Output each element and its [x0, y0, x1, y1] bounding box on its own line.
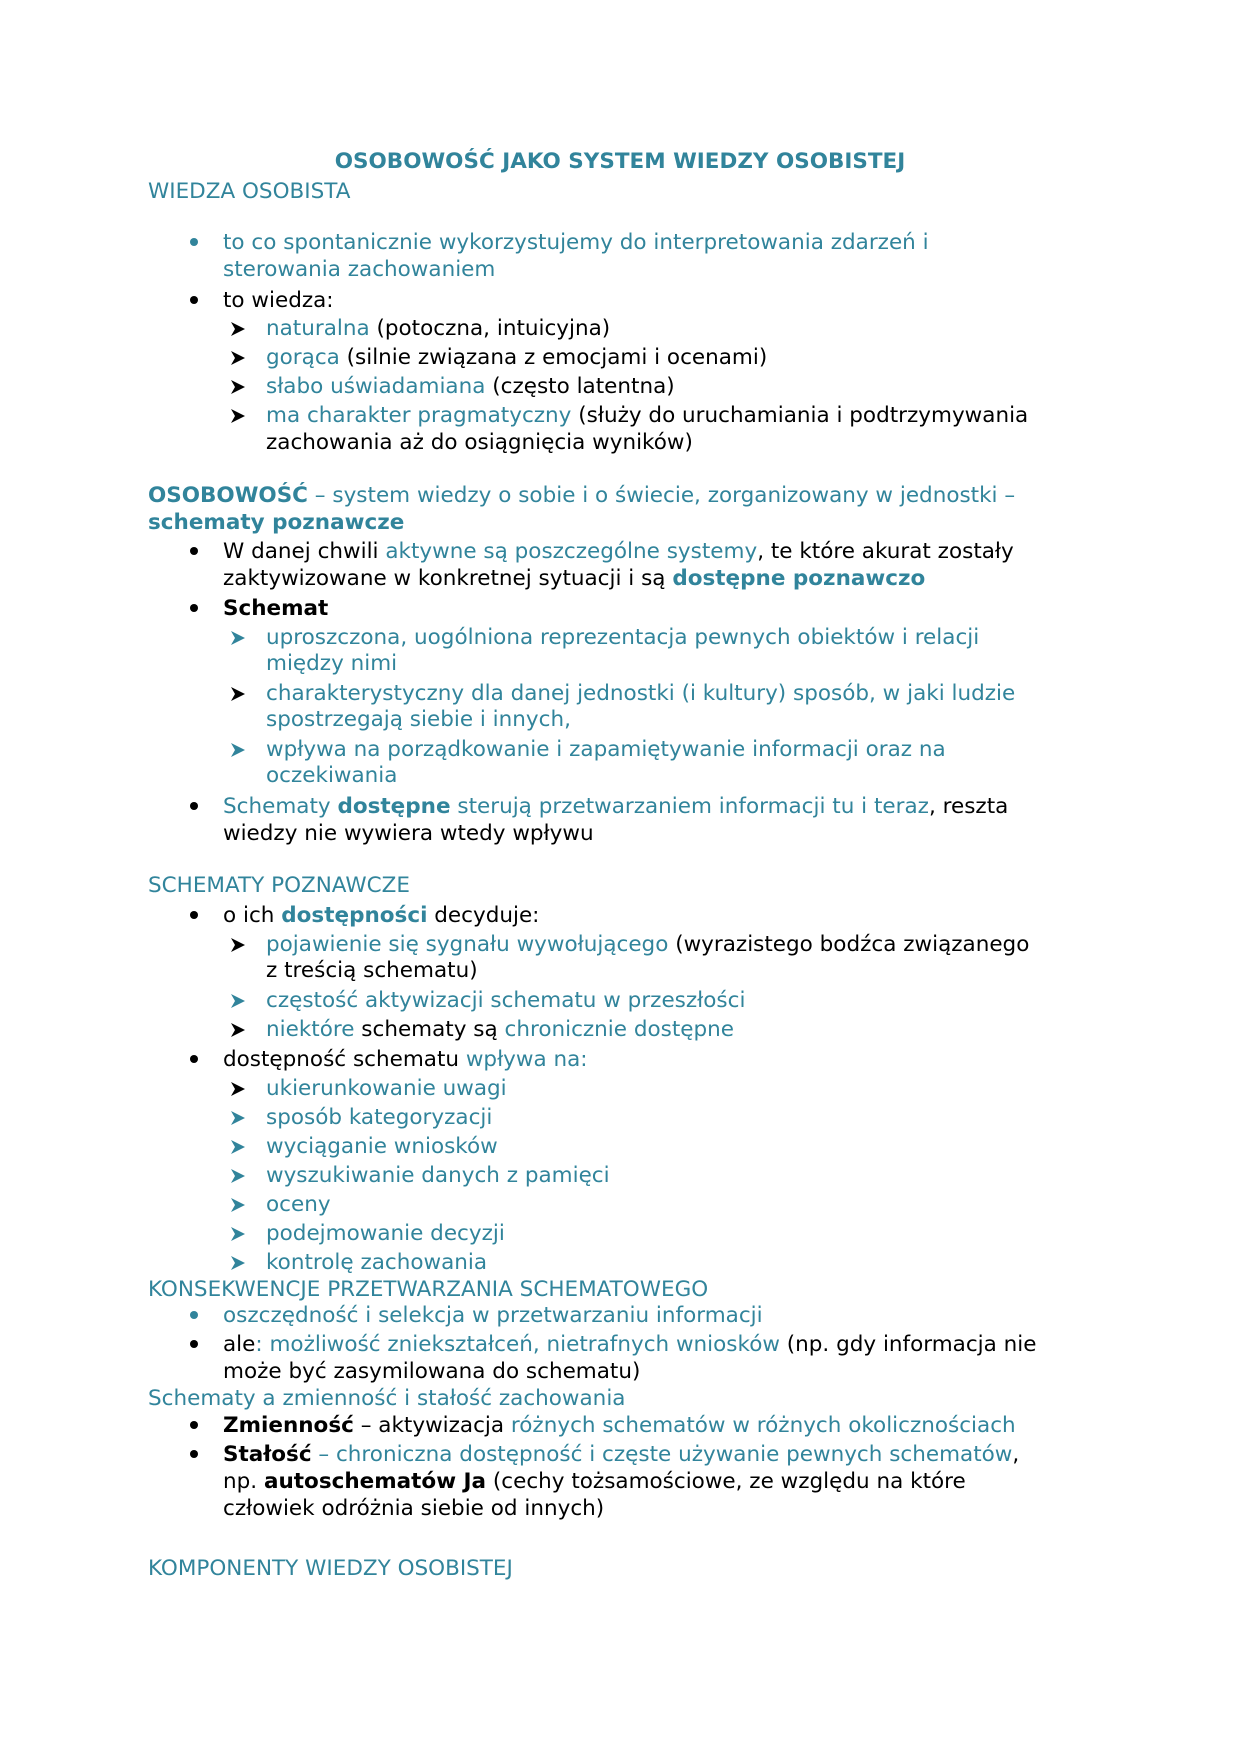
bullet-dot-icon — [190, 238, 198, 246]
bullet-dot-icon — [190, 1450, 198, 1458]
sub-list-item: sposób kategoryzacji — [266, 1105, 493, 1130]
arrow-bullet-icon — [230, 1226, 246, 1242]
list-item: Zmienność – aktywizacja różnych schematów w różnych okolicznościach — [223, 1413, 1016, 1438]
bullet-dot-icon — [190, 296, 198, 304]
bullet-dot-icon — [190, 547, 198, 555]
list-item-continued: zaktywizowane w konkretnej sytuacji i są dostępne poznawczo — [223, 566, 926, 591]
list-item: Stałość – chroniczna dostępność i częste używanie pewnych schematów, — [223, 1442, 1020, 1467]
sub-list-item: wyciąganie wniosków — [266, 1134, 498, 1159]
definition-term: schematy poznawcze — [148, 510, 405, 535]
arrow-bullet-icon — [230, 1139, 246, 1155]
section-heading-konsekwencje: KONSEKWENCJE PRZETWARZANIA SCHEMATOWEGO — [148, 1277, 709, 1302]
sub-list-item: niektóre schematy są chronicznie dostępne — [266, 1017, 734, 1042]
list-item-continued: sterowania zachowaniem — [223, 257, 496, 282]
section-heading-schematy-poznawcze: SCHEMATY POZNAWCZE — [148, 873, 410, 898]
list-item: Schemat — [223, 596, 329, 621]
arrow-bullet-icon — [230, 1110, 246, 1126]
arrow-bullet-icon — [230, 1168, 246, 1184]
arrow-bullet-icon — [230, 686, 246, 702]
sub-list-item: ukierunkowanie uwagi — [266, 1076, 507, 1101]
sub-list-item: pojawienie się sygnału wywołującego (wyrazistego bodźca związanego — [266, 932, 1030, 957]
definition-paragraph: OSOBOWOŚĆ – system wiedzy o sobie i o świecie, zorganizowany w jednostki – — [148, 483, 1016, 508]
arrow-bullet-icon — [230, 1081, 246, 1097]
sub-list-item-continued: z treścią schematu) — [266, 958, 478, 983]
list-item: oszczędność i selekcja w przetwarzaniu informacji — [223, 1303, 763, 1328]
sub-list-item: wyszukiwanie danych z pamięci — [266, 1163, 610, 1188]
arrow-bullet-icon — [230, 1022, 246, 1038]
sub-list-item-continued: spostrzegają siebie i innych, — [266, 707, 571, 732]
bullet-dot-icon — [190, 604, 198, 612]
arrow-bullet-icon — [230, 742, 246, 758]
sub-list-item: gorąca (silnie związana z emocjami i ocenami) — [266, 345, 768, 370]
arrow-bullet-icon — [230, 321, 246, 337]
sub-list-item-continued: zachowania aż do osiągnięcia wyników) — [266, 430, 693, 455]
list-item: Schematy dostępne sterują przetwarzaniem informacji tu i teraz, reszta — [223, 794, 1009, 819]
sub-list-item-continued: między nimi — [266, 651, 398, 676]
sub-list-item: oceny — [266, 1192, 331, 1217]
arrow-bullet-icon — [230, 937, 246, 953]
arrow-bullet-icon — [230, 630, 246, 646]
sub-list-item: naturalna (potoczna, intuicyjna) — [266, 316, 611, 341]
sub-list-item: kontrolę zachowania — [266, 1250, 488, 1275]
bullet-dot-icon — [190, 911, 198, 919]
arrow-bullet-icon — [230, 379, 246, 395]
list-item-continued: wiedzy nie wywiera wtedy wpływu — [223, 821, 594, 846]
bullet-dot-icon — [190, 1055, 198, 1063]
list-item: ale: możliwość zniekształceń, nietrafnych wniosków (np. gdy informacja nie — [223, 1332, 1037, 1357]
list-item: W danej chwili aktywne są poszczególne systemy, te które akurat zostały — [223, 539, 1014, 564]
sub-list-item: wpływa na porządkowanie i zapamiętywanie informacji oraz na — [266, 737, 946, 762]
sub-list-item: ma charakter pragmatyczny (służy do uruchamiania i podtrzymywania — [266, 403, 1029, 428]
arrow-bullet-icon — [230, 1197, 246, 1213]
list-item: dostępność schematu wpływa na: — [223, 1047, 588, 1072]
list-item: to co spontanicznie wykorzystujemy do interpretowania zdarzeń i — [223, 230, 929, 255]
list-item-continued: np. autoschematów Ja (cechy tożsamościowe, ze względu na które — [223, 1469, 966, 1494]
list-item: o ich dostępności decyduje: — [223, 903, 540, 928]
bullet-dot-icon — [190, 1340, 198, 1348]
sub-list-item: częstość aktywizacji schematu w przeszłości — [266, 988, 746, 1013]
arrow-bullet-icon — [230, 993, 246, 1009]
arrow-bullet-icon — [230, 408, 246, 424]
section-heading-zmiennosc-stalosc: Schematy a zmienność i stałość zachowania — [148, 1386, 626, 1411]
sub-list-item: podejmowanie decyzji — [266, 1221, 505, 1246]
sub-list-item: uproszczona, uogólniona reprezentacja pewnych obiektów i relacji — [266, 625, 980, 650]
list-item: to wiedza: — [223, 288, 334, 313]
list-item-continued: może być zasymilowana do schematu) — [223, 1359, 641, 1384]
section-heading-komponenty: KOMPONENTY WIEDZY OSOBISTEJ — [148, 1556, 513, 1581]
sub-list-item: charakterystyczny dla danej jednostki (i kultury) sposób, w jaki ludzie — [266, 681, 1016, 706]
page-title: OSOBOWOŚĆ JAKO SYSTEM WIEDZY OSOBISTEJ — [334, 149, 906, 174]
sub-list-item: słabo uświadamiana (często latentna) — [266, 374, 675, 399]
section-heading-wiedza-osobista: WIEDZA OSOBISTA — [148, 179, 351, 204]
bullet-dot-icon — [190, 802, 198, 810]
arrow-bullet-icon — [230, 1255, 246, 1271]
bullet-dot-icon — [190, 1311, 198, 1319]
bullet-dot-icon — [190, 1421, 198, 1429]
arrow-bullet-icon — [230, 350, 246, 366]
list-item-continued: człowiek odróżnia siebie od innych) — [223, 1496, 605, 1521]
sub-list-item-continued: oczekiwania — [266, 763, 398, 788]
